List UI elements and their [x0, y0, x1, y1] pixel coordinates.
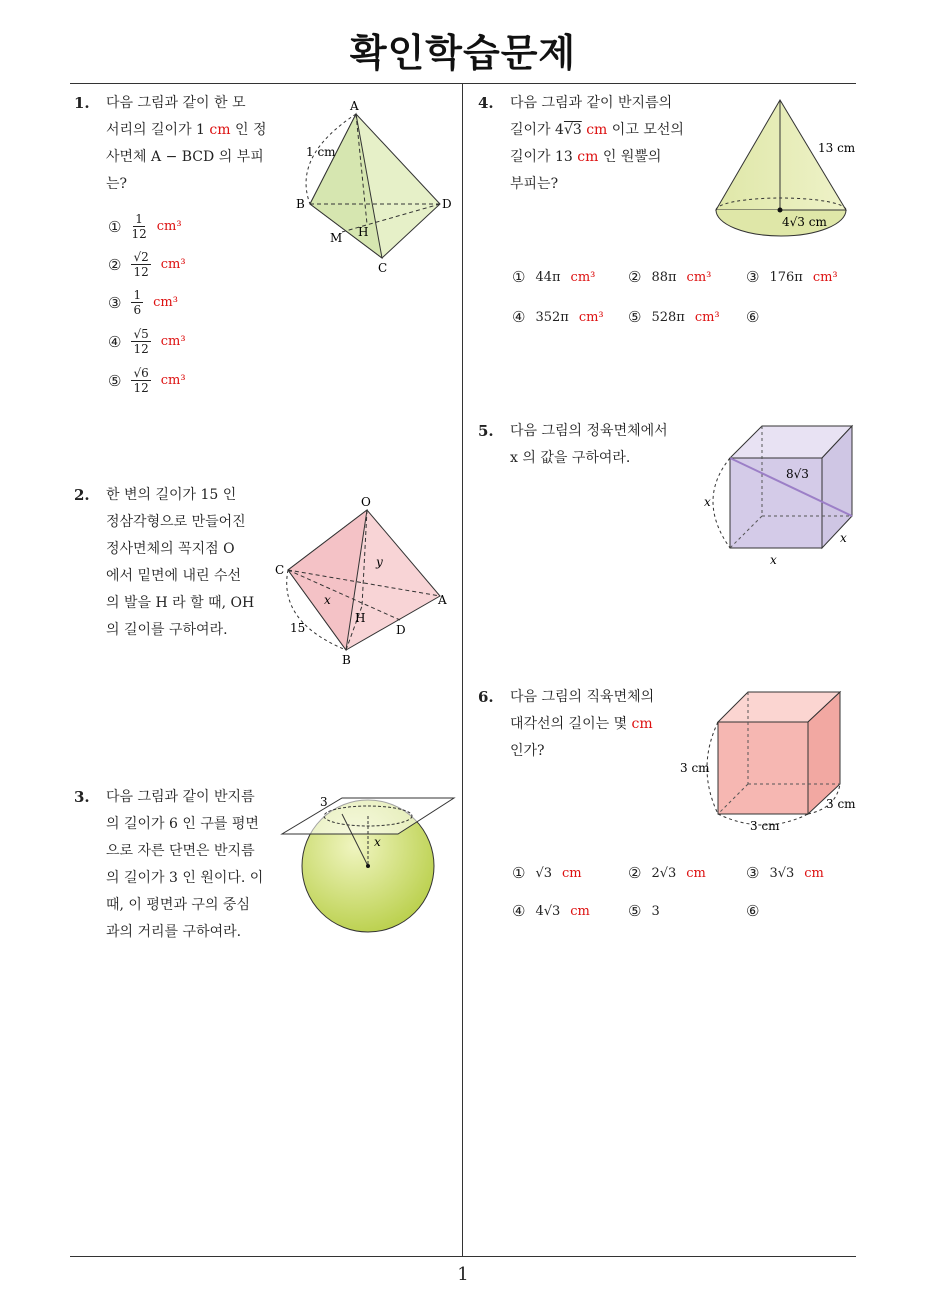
label-side: 15 — [290, 621, 306, 635]
label-edge: 1 cm — [306, 145, 336, 159]
choice-2[interactable] — [108, 250, 186, 279]
choice-3[interactable] — [746, 268, 838, 286]
choice-value: 2√3 — [651, 865, 677, 881]
label-x: x — [324, 593, 331, 607]
unit: cm³ — [570, 269, 596, 285]
label-y: y — [376, 555, 383, 569]
choice-value: 3 — [651, 903, 660, 919]
text-line: 의 길이가 3 인 원이다. 이 — [106, 870, 264, 886]
label-H: H — [358, 225, 369, 239]
text-line: 인가? — [510, 743, 545, 759]
numerator: √5 — [133, 327, 149, 341]
question-number: 3. — [74, 788, 90, 806]
choice-4[interactable] — [512, 902, 590, 920]
sphere-figure — [280, 790, 456, 940]
text-line: 서리의 길이가 1 cm 인 정 — [106, 122, 267, 138]
choice-value: 528π — [651, 309, 685, 325]
choice-6[interactable] — [746, 902, 759, 920]
text-line: 과의 거리를 구하여라. — [106, 924, 242, 940]
choice-5[interactable] — [628, 308, 720, 326]
unit: cm³ — [156, 219, 182, 234]
question-text — [106, 90, 286, 198]
label-radius: 3 — [320, 795, 328, 809]
question-text — [510, 90, 710, 198]
text-line: 다음 그림의 정육면체에서 — [510, 423, 668, 439]
text-line: 에서 밑면에 내린 수선 — [106, 568, 242, 584]
text-line: 길이가 4√3 cm 이고 모선의 — [510, 122, 684, 138]
choice-mark: ② — [108, 255, 122, 274]
choice-value: 3√3 — [769, 865, 795, 881]
top-rule — [70, 83, 856, 84]
label-C: C — [275, 563, 285, 577]
label-x-bottom: x — [770, 553, 777, 567]
choice-value: 176π — [769, 269, 803, 285]
page-title: 확인학습문제 — [349, 31, 577, 75]
unit: cm³ — [153, 295, 178, 310]
text-line: 의 발을 H 라 할 때, OH — [106, 595, 255, 611]
label-B: B — [342, 653, 351, 667]
choice-4[interactable] — [108, 327, 186, 356]
text-line: 대각선의 길이는 몇 cm — [510, 716, 653, 732]
label-slant: 13 cm — [818, 141, 856, 155]
choice-mark: ⑤ — [108, 371, 122, 390]
choice-value: 4√3 — [535, 903, 561, 919]
text-line: 길이가 13 cm 인 원뿔의 — [510, 149, 662, 165]
text-line: 부피는? — [510, 176, 559, 192]
column-divider — [462, 84, 463, 1256]
question-number: 5. — [478, 422, 494, 440]
fraction — [131, 288, 143, 317]
choice-4[interactable] — [512, 308, 604, 326]
choice-mark: ② — [628, 864, 642, 882]
text-line: 다음 그림과 같이 반지름 — [106, 789, 255, 805]
tetrahedron-figure — [292, 96, 462, 276]
text-line: 한 변의 길이가 15 인 — [106, 487, 237, 503]
fraction — [131, 250, 150, 279]
denominator: 12 — [133, 265, 149, 279]
label-D: D — [396, 623, 406, 637]
label-diagonal: 8√3 — [786, 467, 809, 481]
unit: cm³ — [694, 309, 720, 325]
choice-mark: ③ — [746, 268, 760, 286]
choice-3[interactable] — [108, 288, 178, 317]
text-line: 정사면체의 꼭지점 O — [106, 541, 235, 557]
denominator: 6 — [133, 303, 142, 317]
unit: cm — [562, 865, 582, 881]
unit: cm — [686, 865, 706, 881]
choice-mark: ③ — [108, 293, 122, 312]
unit: cm³ — [160, 373, 186, 388]
choice-5[interactable] — [628, 902, 660, 920]
label-x: x — [374, 835, 381, 849]
denominator: 12 — [133, 342, 149, 356]
unit: cm³ — [578, 309, 604, 325]
text-line: 사면체 A − BCD 의 부피 — [106, 149, 264, 165]
choice-3[interactable] — [746, 864, 824, 882]
choice-mark: ② — [628, 268, 642, 286]
choice-2[interactable] — [628, 268, 711, 286]
rect-prism-figure — [676, 684, 866, 834]
denominator: 12 — [131, 227, 147, 241]
unit: cm³ — [160, 257, 186, 272]
choice-mark: ④ — [512, 308, 526, 326]
unit: cm — [804, 865, 824, 881]
label-height: 3 cm — [680, 761, 710, 775]
label-C: C — [378, 261, 388, 275]
tetrahedron-oh-figure — [272, 492, 457, 667]
choice-mark: ⑤ — [628, 902, 642, 920]
denominator: 12 — [133, 381, 149, 395]
question-number: 6. — [478, 688, 494, 706]
label-A: A — [438, 593, 447, 607]
question-text — [510, 418, 700, 472]
text-line: 다음 그림과 같이 한 모 — [106, 95, 246, 111]
choice-value: √3 — [535, 865, 553, 881]
numerator: 1 — [135, 212, 143, 226]
choice-value: 88π — [651, 269, 677, 285]
choice-mark: ⑤ — [628, 308, 642, 326]
unit: cm³ — [686, 269, 712, 285]
unit: cm³ — [812, 269, 838, 285]
fraction — [131, 327, 150, 356]
text-line: x 의 값을 구하여라. — [510, 450, 631, 466]
choice-mark: ④ — [512, 902, 526, 920]
text-line: 는? — [106, 176, 128, 192]
text-line: 의 길이가 6 인 구를 평면 — [106, 816, 259, 832]
cone-figure — [708, 94, 868, 244]
choice-1[interactable] — [108, 212, 182, 241]
question-number: 4. — [478, 94, 494, 112]
numerator: √6 — [133, 366, 149, 380]
label-B: B — [296, 197, 305, 211]
choice-mark: ⑥ — [746, 308, 760, 326]
cube-figure — [700, 420, 860, 570]
choice-mark: ① — [108, 217, 122, 236]
label-x-depth: x — [840, 531, 847, 545]
fraction — [131, 366, 150, 395]
choice-mark: ① — [512, 268, 526, 286]
text-line: 으로 자른 단면은 반지름 — [106, 843, 255, 859]
label-radius: 4√3 cm — [782, 215, 827, 229]
choice-value: 44π — [535, 269, 561, 285]
text-line: 의 길이를 구하여라. — [106, 622, 228, 638]
fraction — [131, 212, 146, 241]
choice-5[interactable] — [108, 366, 186, 395]
label-M: M — [330, 231, 343, 245]
choice-1[interactable] — [512, 864, 582, 882]
page-number: 1 — [457, 1264, 469, 1285]
label-width: 3 cm — [750, 819, 780, 833]
choice-mark: ④ — [108, 332, 122, 351]
choice-value: 352π — [535, 309, 569, 325]
label-D: D — [442, 197, 452, 211]
numerator: √2 — [133, 250, 149, 264]
choice-mark: ① — [512, 864, 526, 882]
label-H: H — [355, 611, 366, 625]
choice-mark: ⑥ — [746, 902, 760, 920]
text-line: 다음 그림과 같이 반지름의 — [510, 95, 673, 111]
question-number: 1. — [74, 94, 90, 112]
label-A: A — [350, 99, 359, 113]
label-O: O — [361, 495, 371, 509]
question-text — [106, 482, 266, 644]
choice-2[interactable] — [628, 864, 706, 882]
choice-6[interactable] — [746, 308, 759, 326]
text-line: 다음 그림의 직육면체의 — [510, 689, 655, 705]
bottom-rule — [70, 1256, 856, 1257]
question-text — [106, 784, 276, 946]
question-number: 2. — [74, 486, 90, 504]
text-line: 때, 이 평면과 구의 중심 — [106, 897, 250, 913]
numerator: 1 — [133, 288, 142, 302]
label-depth: 3 cm — [826, 797, 856, 811]
question-text — [510, 684, 700, 765]
label-x-side: x — [704, 495, 711, 509]
unit: cm³ — [160, 334, 186, 349]
choice-1[interactable] — [512, 268, 595, 286]
unit: cm — [570, 903, 590, 919]
choice-mark: ③ — [746, 864, 760, 882]
text-line: 정삼각형으로 만들어진 — [106, 514, 246, 530]
